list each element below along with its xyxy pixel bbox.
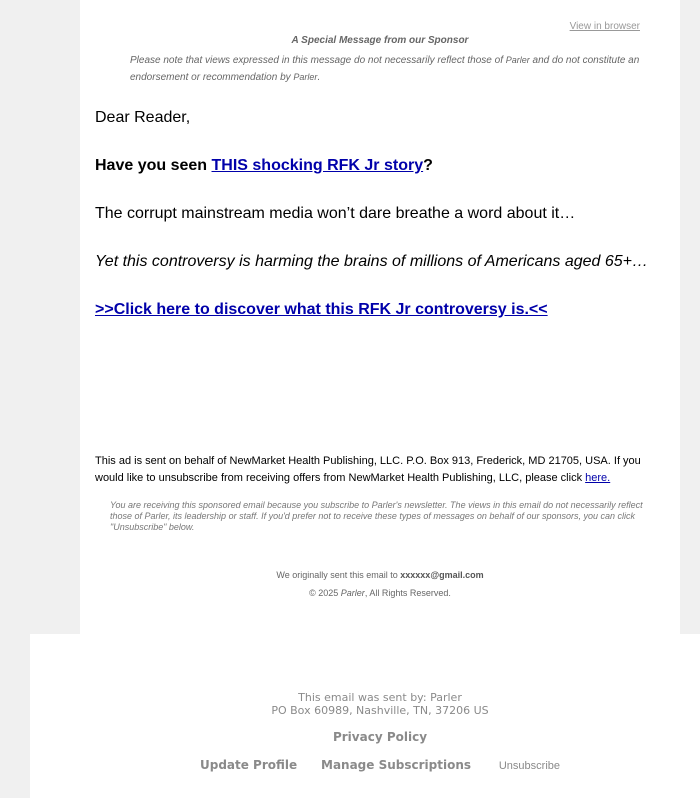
ad-notice [95, 453, 660, 487]
email-footer [30, 634, 700, 798]
disclaimer-text: Please note that views expressed in this message do not necessarily reflect those of [130, 55, 506, 66]
copyright-brand: Parler [340, 588, 365, 598]
headline-suffix: ? [423, 157, 433, 174]
headline [95, 157, 433, 175]
receiving-notice: You are receiving this sponsored email because you subscribe to Parler's newsletter. The views in this email do not necessarily reflect those of Parler, its leadership or staff. If you'd prefer not to receive these types of messages on behalf of our sponsors, you can click "Unsubscribe" below. [110, 500, 643, 532]
original-recipient [80, 570, 680, 580]
email-card [80, 0, 680, 634]
disclaimer-brand: Parler [505, 55, 530, 65]
privacy-policy-link[interactable]: Privacy Policy [332, 730, 428, 744]
ad-unsubscribe-link[interactable]: here. [585, 472, 611, 484]
rfk-story-link[interactable]: THIS shocking RFK Jr story [211, 157, 424, 174]
headline-prefix: Have you seen [95, 157, 212, 174]
recipient-email: xxxxxx@gmail.com [400, 570, 484, 580]
copyright [80, 588, 680, 598]
ad-notice-text: This ad is sent on behalf of NewMarket Health Publishing, LLC. P.O. Box 913, Frederick, MD 21705, USA. If you would like to unsubscribe from receiving offers from NewMarket Health Publishing, LLC, please click [95, 455, 641, 484]
disclaimer-brand: Parler [293, 72, 318, 82]
sponsor-disclaimer [130, 52, 640, 86]
sent-by-line: This email was sent by: Parler [298, 691, 462, 704]
sponsor-title: A Special Message from our Sponsor [291, 35, 469, 46]
disclaimer-text: . [317, 72, 321, 83]
sender-address: PO Box 60989, Nashville, TN, 37206 US [271, 704, 489, 717]
greeting: Dear Reader, [95, 109, 191, 126]
disclaimer-text: and do not constitute an endorsement or recommendation by [130, 55, 640, 83]
media-line: The corrupt mainstream media won’t dare breathe a word about it… [95, 205, 576, 222]
footer-links [30, 758, 700, 772]
cta-link[interactable]: >>Click here to discover what this RFK Jr controversy is.<< [95, 301, 548, 318]
sender-info [30, 691, 700, 717]
copyright-suffix: , All Rights Reserved. [364, 588, 451, 598]
privacy-policy-link-row [30, 730, 700, 744]
orig-sent-prefix: We originally sent this email to [276, 570, 401, 580]
controversy-line: Yet this controversy is harming the brains of millions of Americans aged 65+… [95, 253, 648, 270]
unsubscribe-link[interactable]: Unsubscribe [498, 760, 560, 772]
copyright-prefix: © 2025 [309, 588, 341, 598]
update-profile-link[interactable]: Update Profile [199, 758, 298, 772]
cta [95, 301, 548, 319]
view-in-browser-link[interactable]: View in browser [569, 21, 640, 32]
manage-subscriptions-link[interactable]: Manage Subscriptions [321, 758, 472, 772]
